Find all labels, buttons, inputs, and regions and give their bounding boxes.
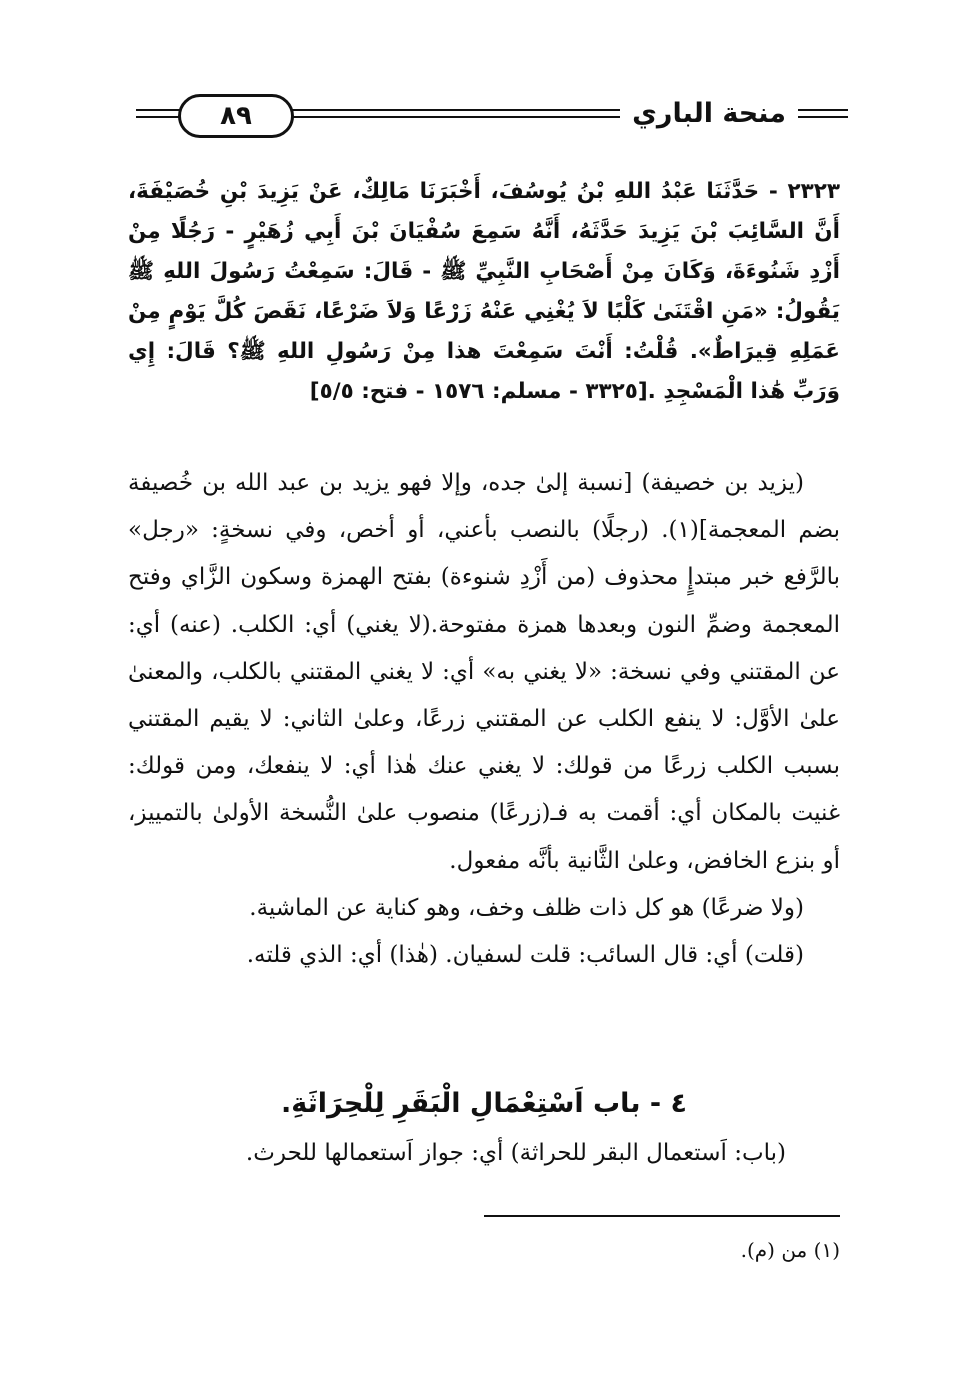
commentary <box>128 460 840 979</box>
chapter-gloss: (باب: اَستعمال البقر للحراثة) أي: جواز اَستعمالها للحرث. <box>245 1140 786 1166</box>
page-number: ٨٩ <box>220 101 252 131</box>
header-rule-left-upper <box>136 109 184 111</box>
header-rule-middle-upper <box>288 109 620 111</box>
book-title: منحة الباري <box>632 98 786 129</box>
header-rule-left-lower <box>136 116 184 118</box>
commentary-paragraph: (ولا ضرعًا) هو كل ذات ظلف وخف، وهو كناية عن الماشية. <box>249 894 804 921</box>
header-rule-middle-lower <box>288 116 620 118</box>
page-number-badge <box>178 94 294 138</box>
header-rule-right-upper <box>798 109 848 111</box>
chapter-heading: ٤ - باب اَسْتِعْمَالِ الْبَقَرِ لِلْحِرَاثَةِ. <box>281 1088 687 1119</box>
header-rule-right-lower <box>798 116 848 118</box>
hadith-text: ٢٣٢٣ - حَدَّثَنَا عَبْدُ اللهِ بْنُ يُوسُفَ، أَخْبَرَنَا مَالِكٌ، عَنْ يَزِيدَ بْنِ خُصَيْفَةَ، أَنَّ السَّائِبَ بْنَ يَزِيدَ حَدَّثَهُ، أَنَّهُ سَمِعَ سُفْيَانَ بْنَ أَبِي زُهَيْرٍ - رَجُلًا مِنْ أَزْدِ شَنُوءَةَ، وَكَانَ مِنْ أَصْحَابِ النَّبِيِّ ﷺ - قَالَ: سَمِعْتُ رَسُولَ اللهِ ﷺ يَقُولُ: «مَنِ اقْتَنَىٰ كَلْبًا لاَ يُغْنِي عَنْهُ زَرْعًا وَلاَ ضَرْعًا، نَقَصَ كُلَّ يَوْمٍ مِنْ عَمَلِهِ قِيرَاطٌ». قُلْتُ: أَنْتَ سَمِعْتَ هذا مِنْ رَسُولِ اللهِ ﷺ؟ قَالَ: إِي وَرَبِّ هَٰذا الْمَسْجِدِ .[٣٣٢٥ - مسلم: ١٥٧٦ - فتح: ٥/٥] <box>128 179 840 404</box>
commentary-paragraph: (يزيد بن خصيفة) [نسبة إلىٰ جده، وإلا فهو يزيد بن عبد الله بن خُصيفة بضم المعجمة](١). (رجلًا) بالنصب بأعني، أو أخص، وفي نسخةٍ: «رجل» بالرَّفع خبر مبتدإٍ محذوف (من أَزْدِ شنوءة) بفتح الهمزة وسكون الزَّاي وفتح المعجمة وضمِّ النون وبعدها همزة مفتوحة.(لا يغني) أي: الكلب. (عنه) أي: عن المقتني وفي نسخة: «لا يغني به» أي: لا يغني المقتني بالكلب، والمعنىٰ علىٰ الأوَّل: لا ينفع الكلب عن المقتني زرعًا، وعلىٰ الثاني: لا يقيم المقتني بسبب الكلب زرعًا من قولك: لا يغني عنك هٰذا أي: لا ينفعك، ومن قولك: غنيت بالمكان أي: أقمت به فـ(زرعًا) منصوب علىٰ النُّسخة الأولىٰ بالتمييز، أو بنزع الخافض، وعلىٰ الثَّانية بأنَّه مفعول. <box>128 470 840 874</box>
footnote: (١) من (م). <box>740 1238 840 1262</box>
commentary-paragraph: (قلت) أي: قال السائب: قلت لسفيان. (هٰذا) أي: الذي قلته. <box>246 942 804 969</box>
running-header <box>128 92 848 152</box>
footnote-rule <box>484 1215 840 1217</box>
